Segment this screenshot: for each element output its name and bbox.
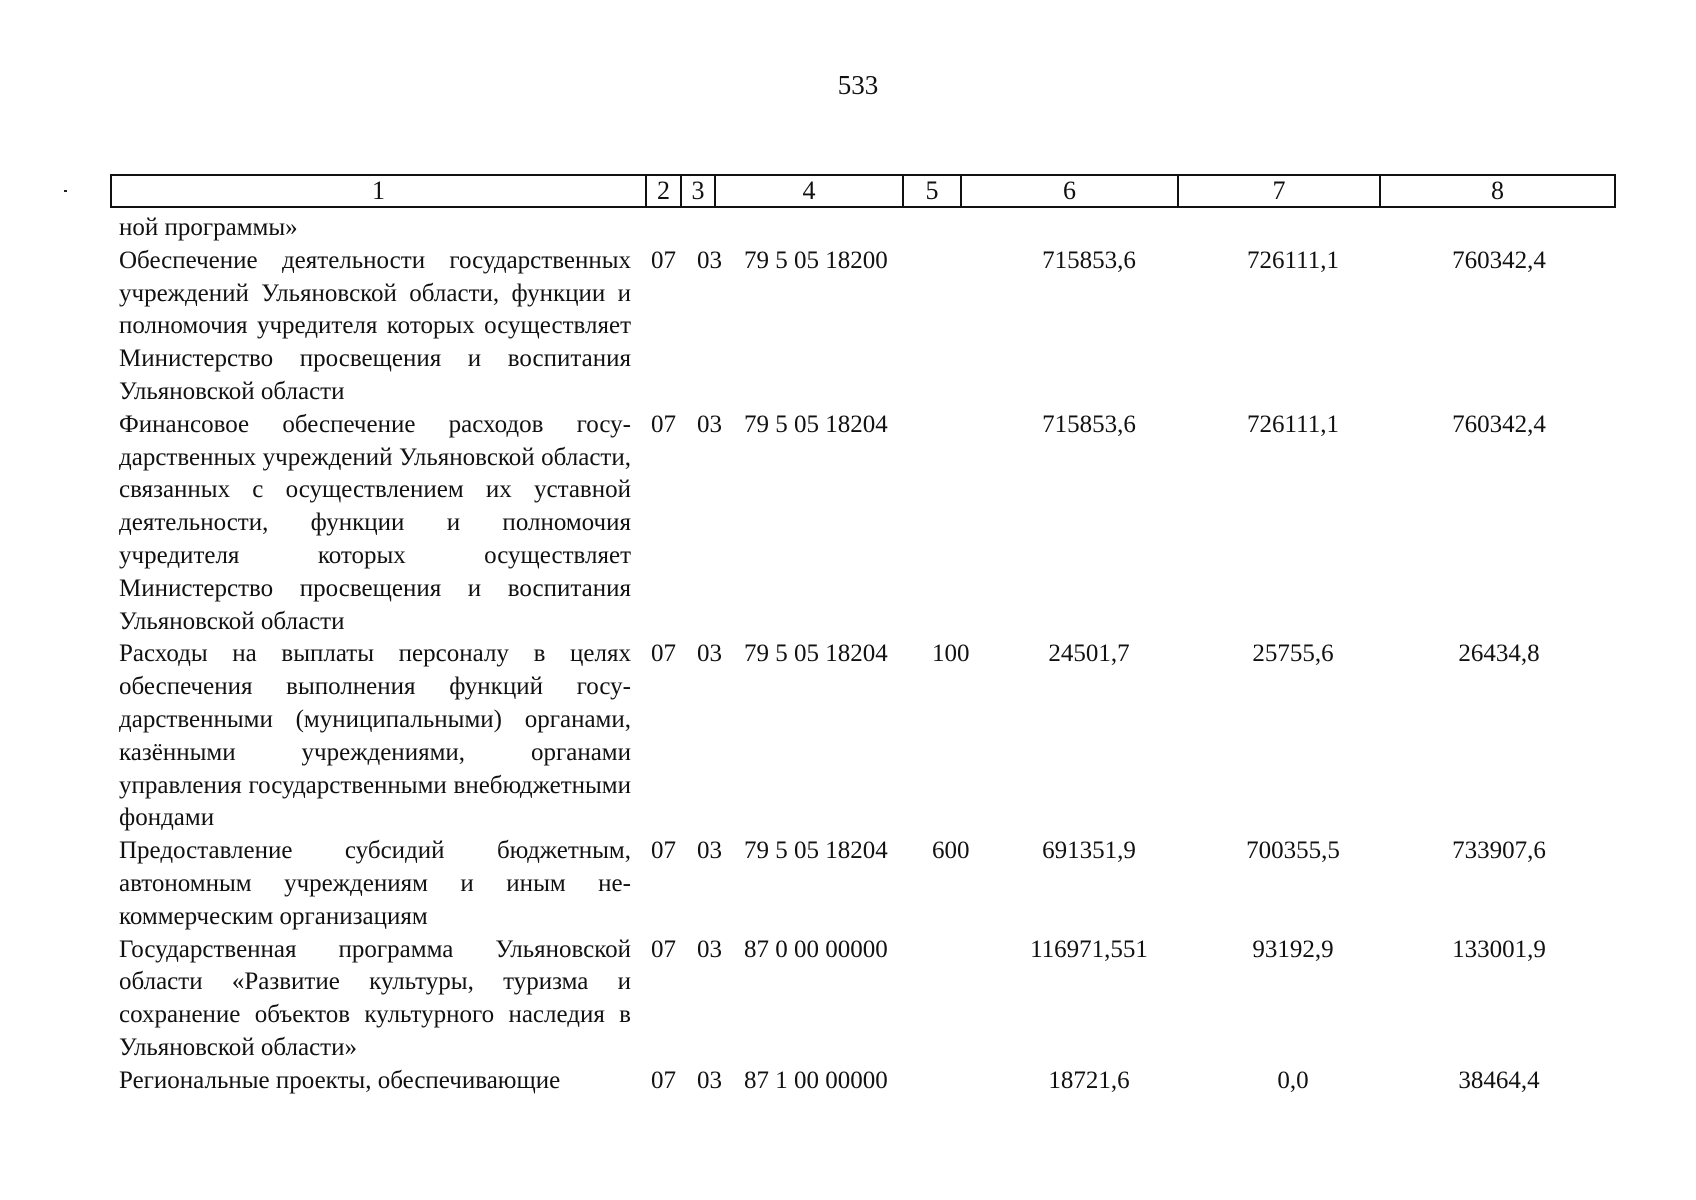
row-target-article: 87 0 00 00000 [744, 935, 888, 963]
table-row [0, 934, 1696, 1065]
table-row [0, 212, 1696, 245]
header-col-1: 1 [112, 176, 647, 206]
table-row [0, 245, 1696, 409]
row-section: 07 [651, 246, 676, 274]
row-amount-col6: 715853,6 [1042, 410, 1136, 438]
header-col-5: 5 [904, 176, 962, 206]
row-name: Региональные проекты, обеспечивающие [119, 1066, 561, 1094]
row-subsection: 03 [697, 935, 722, 963]
row-amount-col7: 0,0 [1277, 1066, 1309, 1094]
row-section: 07 [651, 410, 676, 438]
page-number: 533 [837, 70, 879, 100]
row-amount-col6: 715853,6 [1042, 246, 1136, 274]
row-amount-col8: 733907,6 [1452, 837, 1546, 865]
row-section: 07 [651, 640, 676, 668]
row-amount-col8: 38464,4 [1458, 1066, 1540, 1094]
row-amount-col6: 18721,6 [1048, 1066, 1130, 1094]
row-amount-col7: 93192,9 [1252, 935, 1334, 963]
row-amount-col8: 133001,9 [1452, 935, 1546, 963]
row-subsection: 03 [697, 1066, 722, 1094]
row-name: Финансовое обеспечение расходов государственных учреждений Ульяновской области, связанных с осуществлением их уставной деятельности, функции и полномочия учредителя которых осуществляет Министерство просвещения и воспитания Ульяновской области [119, 410, 631, 635]
row-target-article: 79 5 05 18204 [744, 837, 888, 865]
margin-mark [64, 190, 67, 192]
row-amount-col7: 726111,1 [1247, 246, 1339, 274]
table-body [0, 212, 1696, 1098]
table-row [0, 638, 1696, 835]
row-amount-col7: 726111,1 [1247, 410, 1339, 438]
table-row [0, 1065, 1696, 1098]
row-section: 07 [651, 1066, 676, 1094]
header-col-6: 6 [962, 176, 1179, 206]
row-subsection: 03 [697, 837, 722, 865]
row-subsection: 03 [697, 410, 722, 438]
table-row [0, 835, 1696, 933]
header-col-2: 2 [647, 176, 682, 206]
row-amount-col6: 24501,7 [1048, 640, 1130, 668]
row-name: Предоставление субсидий бюджетным, автономным учреждениям и иным некоммерческим организациям [119, 837, 631, 930]
table-row [0, 409, 1696, 639]
row-section: 07 [651, 935, 676, 963]
row-amount-col6: 691351,9 [1042, 837, 1136, 865]
row-name: ной программы» [119, 214, 298, 241]
row-expense-type: 600 [932, 837, 970, 865]
row-amount-col6: 116971,551 [1030, 935, 1148, 963]
row-subsection: 03 [697, 246, 722, 274]
row-amount-col7: 25755,6 [1252, 640, 1334, 668]
table-header [110, 174, 1616, 208]
row-target-article: 79 5 05 18204 [744, 410, 888, 438]
header-col-4: 4 [716, 176, 904, 206]
row-amount-col8: 760342,4 [1452, 410, 1546, 438]
row-target-article: 87 1 00 00000 [744, 1066, 888, 1094]
row-name: Расходы на выплаты персоналу в целях обеспечения выполнения функций государственными (муниципальными) органами, казёнными учреждениями, органами управления государственными внебюджетными фондами [119, 640, 631, 832]
row-section: 07 [651, 837, 676, 865]
row-amount-col8: 26434,8 [1458, 640, 1540, 668]
row-amount-col7: 700355,5 [1246, 837, 1340, 865]
row-target-article: 79 5 05 18200 [744, 246, 888, 274]
row-name: Обеспечение деятельности государственных учреждений Ульяновской области, функции и полномочия учредителя которых осуществляет Министерство просвещения и воспитания Ульяновской области [119, 246, 631, 405]
row-target-article: 79 5 05 18204 [744, 640, 888, 668]
row-amount-col8: 760342,4 [1452, 246, 1546, 274]
header-col-8: 8 [1491, 176, 1504, 205]
header-col-3: 3 [682, 176, 716, 206]
row-name: Государственная программа Ульяновской области «Развитие культуры, туризма и сохранение объектов культурного наследия в Ульяновской области» [119, 935, 631, 1061]
row-expense-type: 100 [932, 640, 970, 668]
row-subsection: 03 [697, 640, 722, 668]
header-col-7: 7 [1179, 176, 1381, 206]
